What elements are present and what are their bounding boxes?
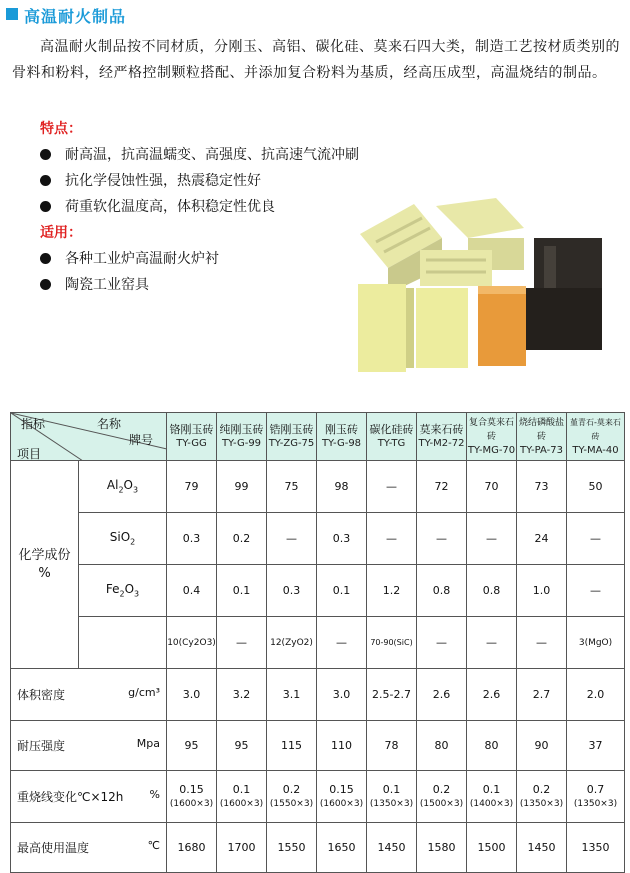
table-cell: 95 (167, 721, 217, 771)
table-cell: 78 (367, 721, 417, 771)
table-cell: 1.2 (367, 565, 417, 617)
table-cell: 0.8 (467, 565, 517, 617)
table-cell: 1450 (517, 823, 567, 873)
uses-heading: 适用： (40, 225, 82, 241)
table-cell: 2.6 (467, 669, 517, 721)
table-row (11, 461, 625, 513)
table-cell: 2.0 (567, 669, 625, 721)
table-cell: — (267, 513, 317, 565)
table-cell: 1500 (467, 823, 517, 873)
table-cell: — (517, 617, 567, 669)
table-cell: 0.1 (317, 565, 367, 617)
table-cell: — (417, 513, 467, 565)
feature-item: 抗化学侵蚀性强，热震稳定性好 (40, 170, 261, 190)
corner-cell (11, 413, 167, 461)
table-cell: — (367, 461, 417, 513)
table-cell: — (567, 513, 625, 565)
page-title: 高温耐火制品 (24, 7, 127, 26)
bullet-dot-icon (40, 279, 51, 290)
bullet-dot-icon (40, 201, 51, 212)
table-cell: 72 (417, 461, 467, 513)
table-cell: 0.2 (217, 513, 267, 565)
table-cell: 80 (417, 721, 467, 771)
feature-item: 耐高温，抗高温蠕变、高强度、抗高速气流冲刷 (40, 144, 359, 164)
table-cell: 0.2 (1550×3) (267, 771, 317, 823)
product-header: 烧结磷酸盐砖 TY-PA-73 (517, 413, 567, 461)
table-row (11, 565, 625, 617)
intro-paragraph (12, 34, 620, 86)
table-cell: 73 (517, 461, 567, 513)
table-cell: 90 (517, 721, 567, 771)
spec-table (10, 412, 625, 873)
table-cell: 1650 (317, 823, 367, 873)
use-item: 各种工业炉高温耐火炉衬 (40, 248, 219, 268)
features-heading: 特点： (40, 121, 82, 137)
table-cell: 0.15 (1600×3) (317, 771, 367, 823)
table-cell: 0.1 (1350×3) (367, 771, 417, 823)
table-cell: 1.0 (517, 565, 567, 617)
table-cell: 0.8 (417, 565, 467, 617)
table-cell: 0.1 (1600×3) (217, 771, 267, 823)
bullet-dot-icon (40, 175, 51, 186)
product-header: 锆刚玉砖 TY-ZG-75 (267, 413, 317, 461)
feature-item: 荷重软化温度高，体积稳定性优良 (40, 196, 275, 216)
table-cell: 2.6 (417, 669, 467, 721)
table-row (11, 617, 625, 669)
table-cell: — (317, 617, 367, 669)
table-cell: 70-90(SiC) (367, 617, 417, 669)
strength-label: 耐压强度 Mpa (11, 721, 167, 771)
table-cell: 99 (217, 461, 267, 513)
table-cell: 2.5-2.7 (367, 669, 417, 721)
product-header: 刚玉砖 TY-G-98 (317, 413, 367, 461)
index-label: 指标 (21, 417, 46, 431)
chem-sub-sio2: SiO$_2$ (79, 513, 167, 565)
table-row (11, 513, 625, 565)
table-cell: 0.1 (217, 565, 267, 617)
intro-text: 高温耐火制品按不同材质，分刚玉、高铝、碳化硅、莫来石四大类，制造工艺按材质类别的骨料和粉料，经严格控制颗粒搭配、并添加复合粉料为基质，经高压成型，高温烧结的制品。 (12, 39, 620, 81)
table-cell: 37 (567, 721, 625, 771)
bullet-dot-icon (40, 149, 51, 160)
refractory-bricks-image (318, 176, 624, 382)
use-item: 陶瓷工业窑具 (40, 274, 149, 294)
table-cell: 1450 (367, 823, 417, 873)
table-cell: 115 (267, 721, 317, 771)
table-cell: 3.0 (167, 669, 217, 721)
table-cell: 1700 (217, 823, 267, 873)
table-cell: 79 (167, 461, 217, 513)
reheat-label: 重烧线变化℃×12h % (11, 771, 167, 823)
table-row (11, 823, 625, 873)
table-row (11, 669, 625, 721)
table-cell: 110 (317, 721, 367, 771)
table-cell: 12(ZyO2) (267, 617, 317, 669)
table-cell: 0.7 (1350×3) (567, 771, 625, 823)
table-cell: 0.3 (267, 565, 317, 617)
table-cell: 0.2 (1500×3) (417, 771, 467, 823)
bullet-dot-icon (40, 253, 51, 264)
table-cell: 0.2 (1350×3) (517, 771, 567, 823)
chem-label-cell: 化学成份 % (11, 461, 79, 669)
product-photo (318, 176, 624, 382)
header-row (11, 413, 625, 461)
table-cell: — (417, 617, 467, 669)
table-cell: 3.2 (217, 669, 267, 721)
table-cell: 1580 (417, 823, 467, 873)
table-cell: 1550 (267, 823, 317, 873)
table-cell: 70 (467, 461, 517, 513)
density-label: 体积密度 g/cm³ (11, 669, 167, 721)
table-cell: 50 (567, 461, 625, 513)
table-cell: 95 (217, 721, 267, 771)
product-header: 堇青石-莫来石砖 TY-MA-40 (567, 413, 625, 461)
product-header: 莫来石砖 TY-M2-72 (417, 413, 467, 461)
chem-sub-al2o3: $Al_2O_3$ (79, 461, 167, 513)
table-cell: 0.1 (1400×3) (467, 771, 517, 823)
title-marker-icon (6, 8, 18, 20)
table-cell: 1680 (167, 823, 217, 873)
product-header: 纯刚玉砖 TY-G-99 (217, 413, 267, 461)
product-header: 碳化硅砖 TY-TG (367, 413, 417, 461)
table-cell: 0.3 (317, 513, 367, 565)
table-cell: 3.1 (267, 669, 317, 721)
table-row (11, 771, 625, 823)
table-cell: — (467, 617, 517, 669)
table-cell: 3.0 (317, 669, 367, 721)
table-cell: 75 (267, 461, 317, 513)
table-row (11, 721, 625, 771)
table-cell: 0.4 (167, 565, 217, 617)
table-cell: — (367, 513, 417, 565)
table-cell: 1350 (567, 823, 625, 873)
chem-sub-fe2o3: $Fe_2O_3$ (79, 565, 167, 617)
chem-sub-other (79, 617, 167, 669)
table-cell: 98 (317, 461, 367, 513)
product-header: 铬刚玉砖 TY-GG (167, 413, 217, 461)
table-cell: 24 (517, 513, 567, 565)
table-cell: — (217, 617, 267, 669)
table-cell: 80 (467, 721, 517, 771)
table-cell: 0.3 (167, 513, 217, 565)
product-header: 复合莫来石砖 TY-MG-70 (467, 413, 517, 461)
item-label: 项目 (17, 447, 42, 461)
maxtemp-label: 最高使用温度 ℃ (11, 823, 167, 873)
table-cell: 10(Cy2O3) (167, 617, 217, 669)
table-cell: 3(MgO) (567, 617, 625, 669)
table-cell: 2.7 (517, 669, 567, 721)
brand-label: 牌号 (129, 433, 154, 447)
table-cell: 0.15 (1600×3) (167, 771, 217, 823)
name-label: 名称 (97, 417, 122, 431)
table-cell: — (467, 513, 517, 565)
table-cell: — (567, 565, 625, 617)
